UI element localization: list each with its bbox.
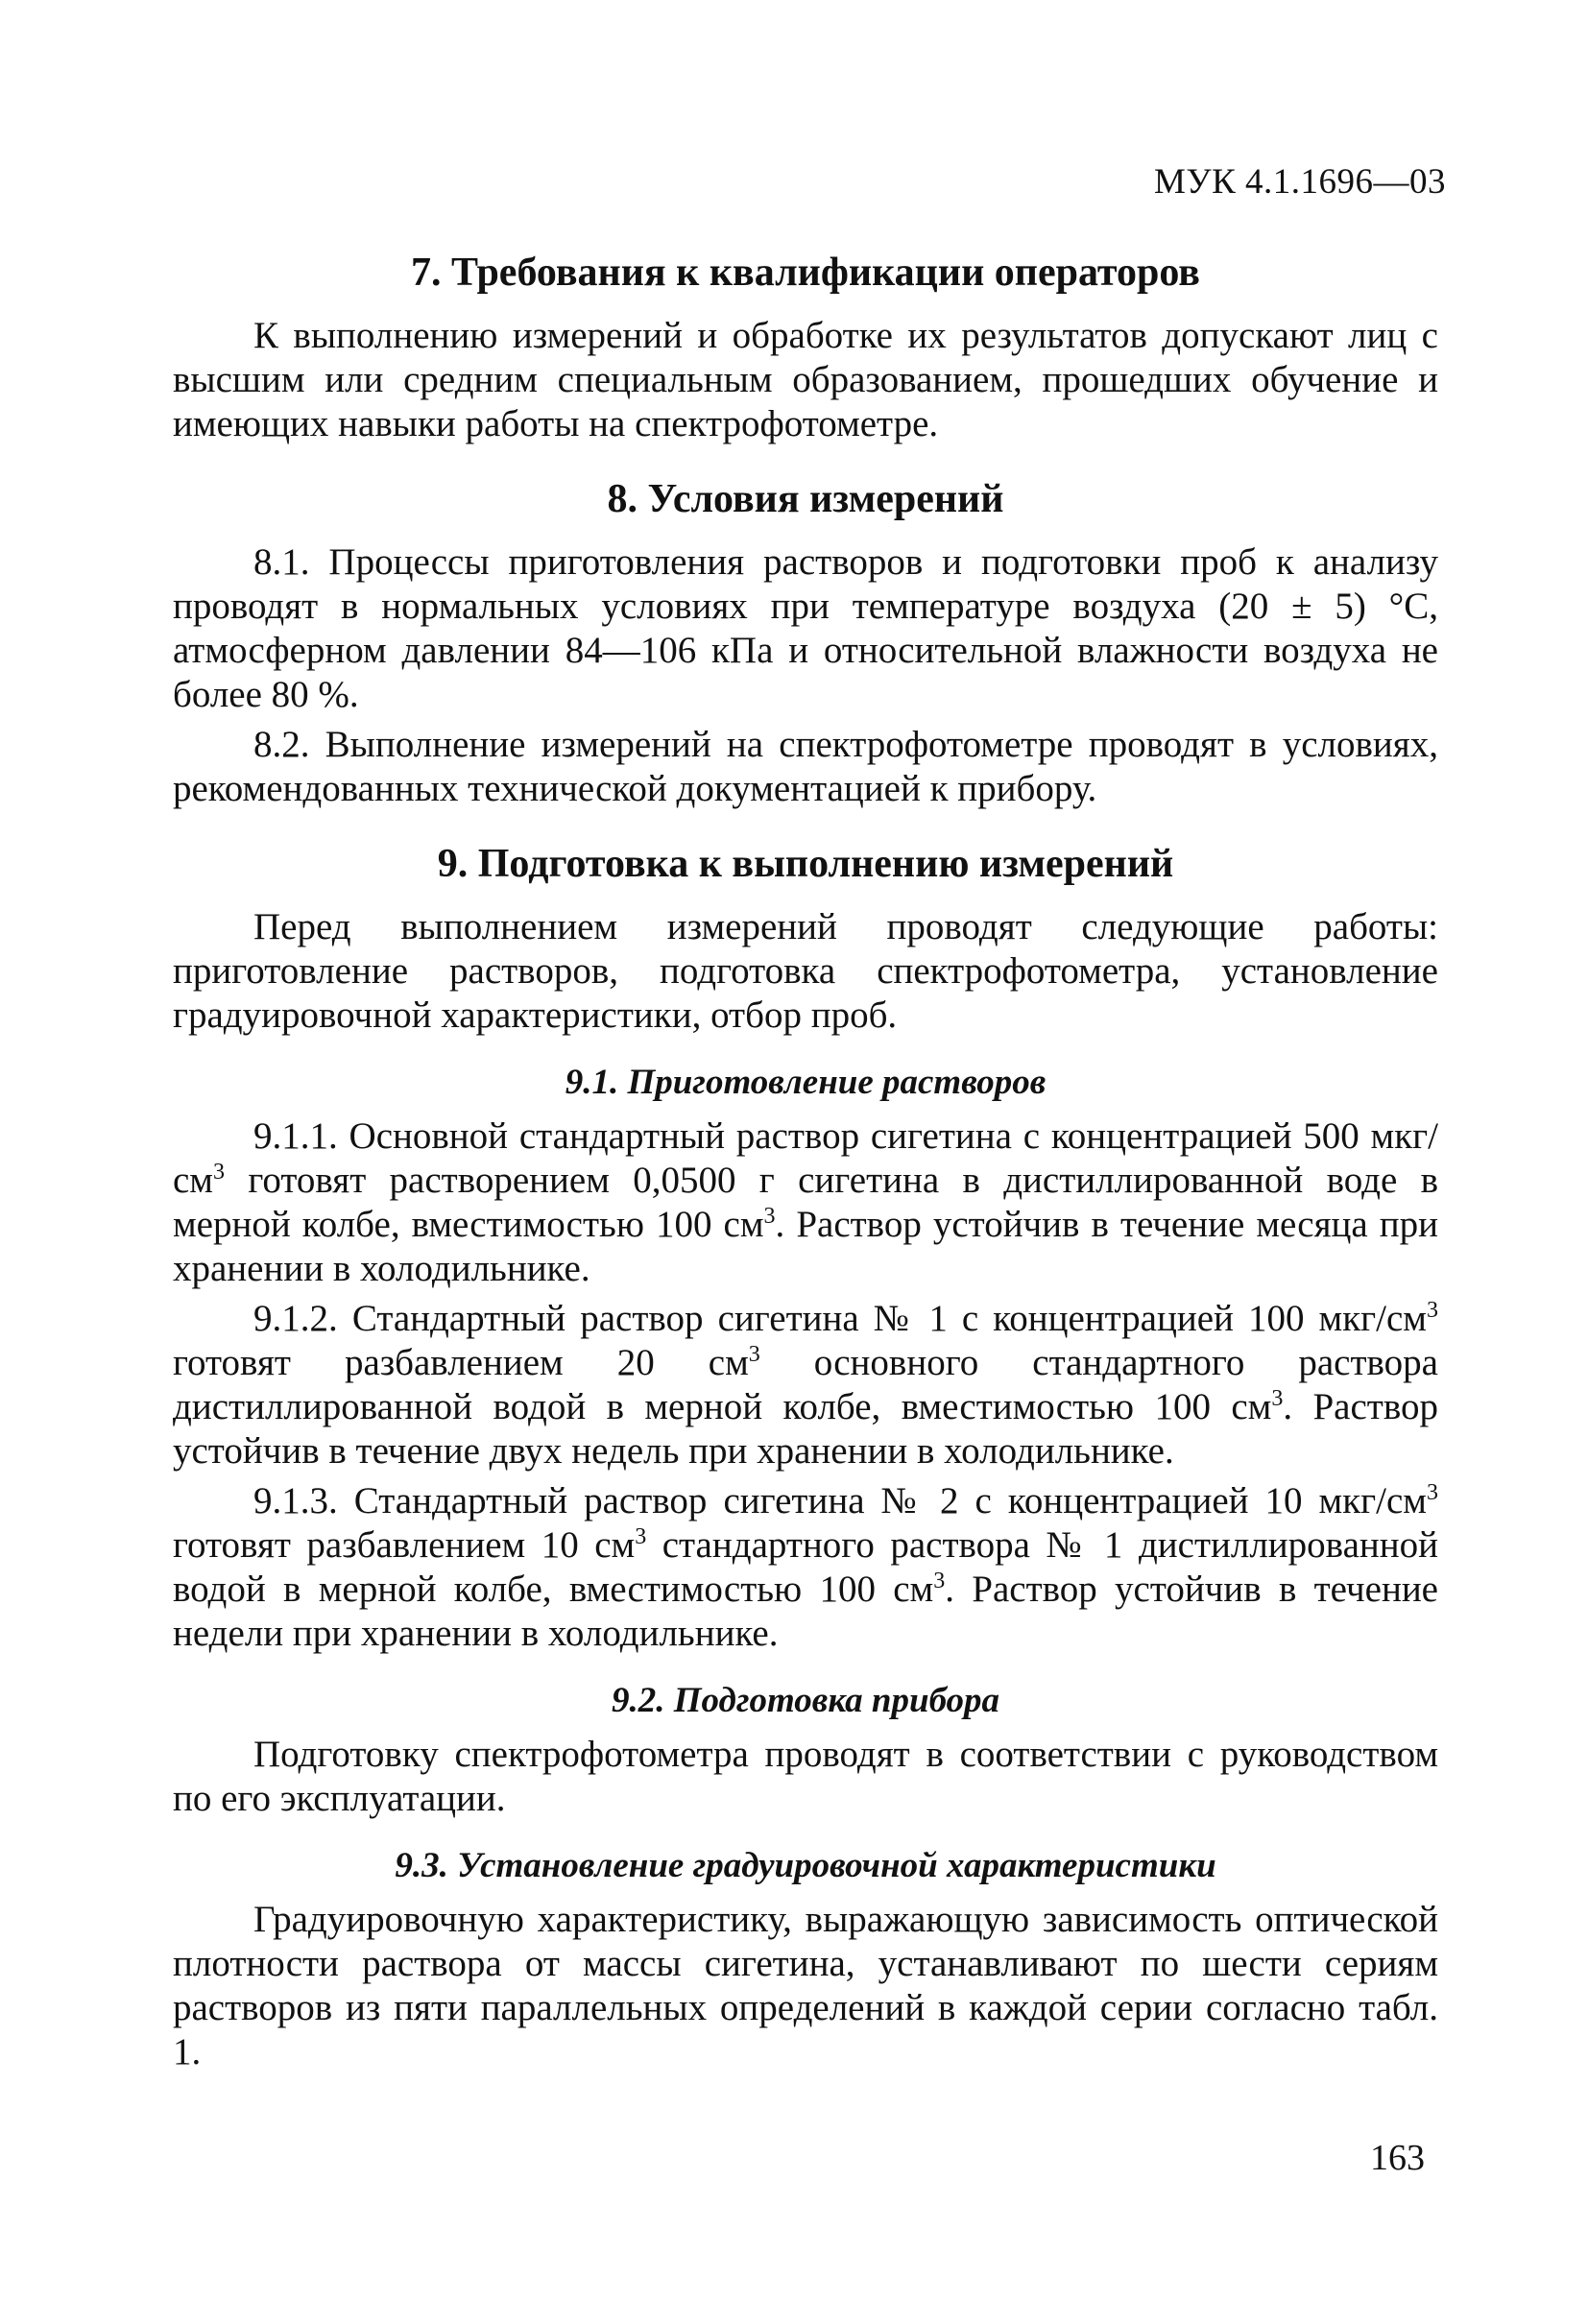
- section-8: [173, 471, 1438, 811]
- paragraph-9-3: Градуировочную характеристику, выражающую зависимость оптической плотности раствора от массы сигетина, устанавливают по шести сериям растворов из пяти параллельных определений в каждой серии согласно табл. 1.: [173, 1899, 1438, 2072]
- paragraph-9-1-1: 9.1.1. Основной стандартный раствор сигетина с концентрацией 500 мкг/$см^3$ готовят растворением 0,0500 г сигетина в дистиллированной воде в мерной колбе, вместимостью 100 $см^3$. Раствор устойчив в течение месяца при хранении в холодильнике.: [173, 1115, 1438, 1289]
- paragraph-9-2: Подготовку спектрофотометра проводят в соответствии с руководством по его эксплуатации.: [173, 1734, 1438, 1819]
- section-7: [173, 245, 1438, 446]
- section-7-title: 7. Требования к квалификации операторов: [411, 251, 1200, 295]
- paragraph-8-1: 8.1. Процессы приготовления растворов и подготовки проб к анализу проводят в нормальных условиях при температуре воздуха (20 ± 5) °С, атмосферном давлении 84—106 кПа и относительной влажности воздуха не более 80 %.: [173, 541, 1438, 715]
- subsection-9-1-title: 9.1. Приготовление растворов: [565, 1063, 1047, 1102]
- paragraph-9-1-2: 9.1.2. Стандартный раствор сигетина № 1 с концентрацией 100 мкг/$см^3$ готовят разбавлением 20 $см^3$ основного стандартного раствора дистиллированной водой в мерной колбе, вместимостью 100 $см^3$. Раствор устойчив в течение двух недель при хранении в холодильнике.: [173, 1298, 1438, 1472]
- document-code: МУК 4.1.1696—03: [1153, 162, 1446, 202]
- section-9-intro: Перед выполнением измерений проводят следующие работы: приготовление растворов, подготовка спектрофотометра, установление градуировочной характеристики, отбор проб.: [173, 906, 1438, 1036]
- subsection-9-3-title: 9.3. Установление градуировочной характеристики: [395, 1846, 1216, 1885]
- section-8-title: 8. Условия измерений: [607, 477, 1004, 521]
- page-number: 163: [1370, 2138, 1425, 2178]
- section-9: [173, 836, 1438, 2074]
- section-7-paragraph: К выполнению измерений и обработке их результатов допускают лиц с высшим или средним специальным образованием, прошедших обучение и имеющих навыки работы на спектрофотометре.: [173, 315, 1438, 444]
- page-content: [173, 245, 1438, 2080]
- section-9-title: 9. Подготовка к выполнению измерений: [437, 842, 1174, 886]
- subsection-9-2-title: 9.2. Подготовка прибора: [611, 1681, 1000, 1720]
- paragraph-8-2: 8.2. Выполнение измерений на спектрофотометре проводят в условиях, рекомендованных технической документацией к прибору.: [173, 724, 1438, 809]
- paragraph-9-1-3: 9.1.3. Стандартный раствор сигетина № 2 с концентрацией 10 мкг/$см^3$ готовят разбавлением 10 $см^3$ стандартного раствора № 1 дистиллированной водой в мерной колбе, вместимостью 100 $см^3$. Раствор устойчив в течение недели при хранении в холодильнике.: [173, 1480, 1438, 1654]
